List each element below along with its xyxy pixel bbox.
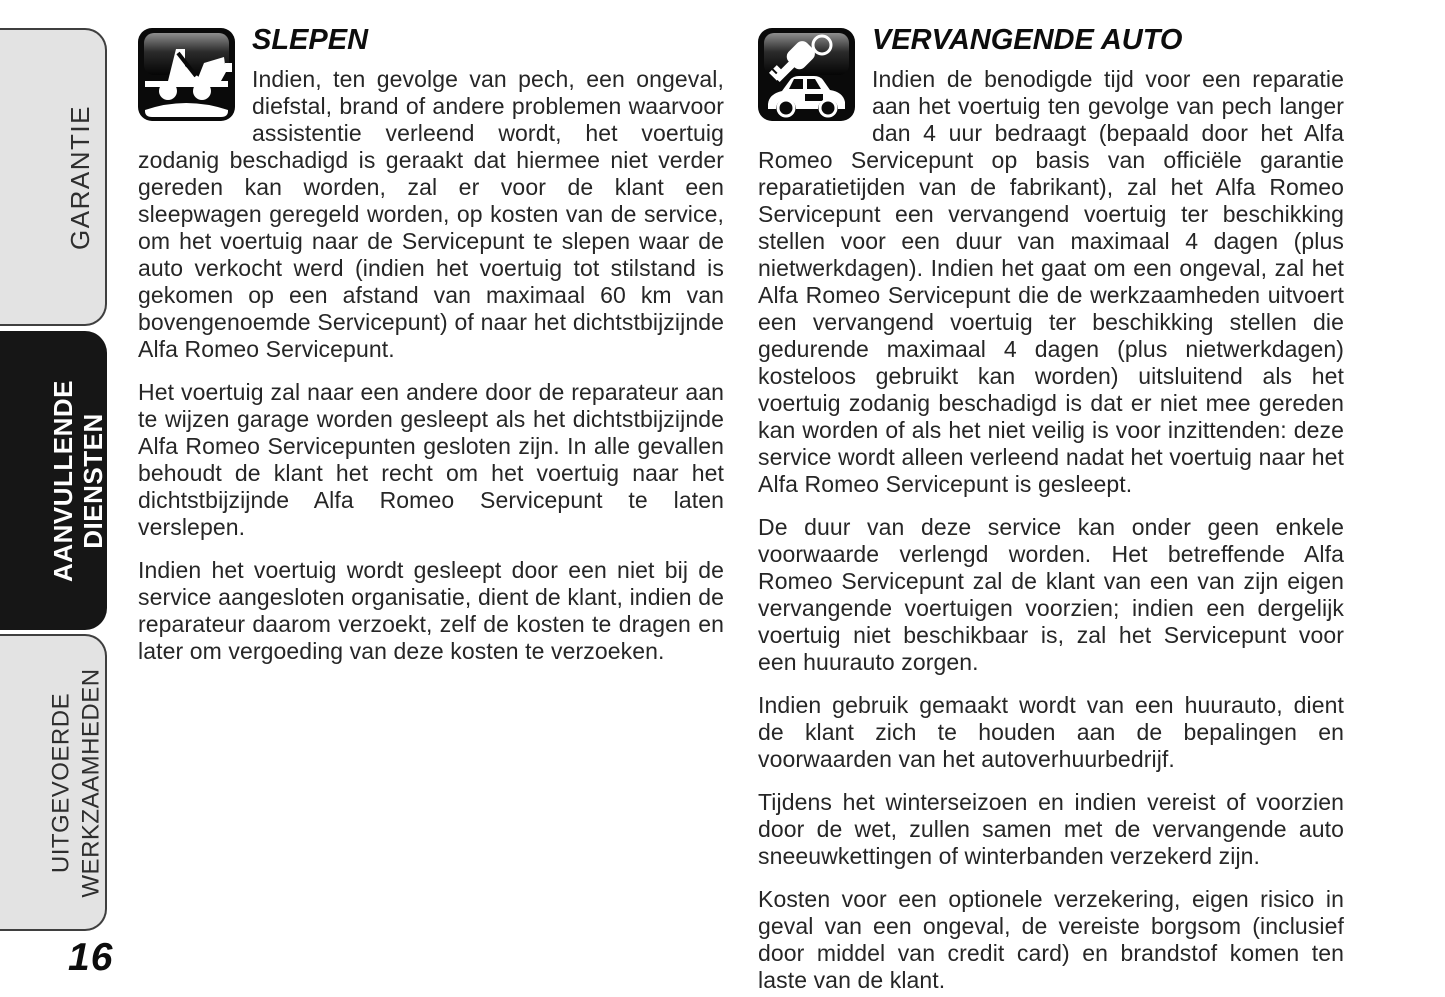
- tab-label-line: UITGEVOERDE: [47, 692, 75, 873]
- tab-uitgevoerde-werkzaamheden-label: [47, 668, 107, 897]
- tow-truck-icon: [138, 28, 235, 121]
- paragraph: Indien de benodigde tijd voor een reparatie aan het voertuig ten gevolge van pech langer dan 4 uur bedraagt (bepaald door het Alfa Romeo Servicepunt op basis van officiële garantie reparatietijden van de fabrikant), zal het Alfa Romeo Servicepunt een vervangend voertuig ter beschikking stellen voor een duur van maximaal 4 dagen (plus nietwerkdagen). Indien het gaat om een ongeval, zal het Alfa Romeo Servicepunt die de werkzaamheden uitvoert een vervangend voertuig ter beschikking stellen die gedurende maximaal 4 dagen (plus nietwerkdagen) kosteloos gebruikt kan worden) uitsluitend als het voertuig zodanig beschadigd is dat er niet mee gereden kan worden of als het niet veilig is voor inzittenden: deze service wordt alleen verleend nadat het voertuig naar het Alfa Romeo Servicepunt is gesleept.: [758, 66, 1344, 498]
- paragraph: Indien, ten gevolge van pech, een ongeval, diefstal, brand of andere problemen waarvoor assistentie verleend wordt, het voertuig zodanig beschadigd is geraakt dat hiermee niet verder gereden kan worden, zal er voor de klant een sleepwagen geregeld worden, op kosten van de service, om het voertuig naar de Servicepunt te slepen waar de auto verkocht werd (indien het voertuig tot stilstand is gekomen op een afstand van maximaal 60 km van bovengenoemde Servicepunt) of naar het dichtstbijzijnde Alfa Romeo Servicepunt.: [138, 66, 724, 363]
- tab-label-line: WERKZAAMHEDEN: [77, 667, 105, 898]
- section-vervangende-auto: [758, 25, 1344, 997]
- section-title: SLEPEN: [252, 24, 369, 56]
- paragraph: Het voertuig zal naar een andere door de reparateur aan te wijzen garage worden gesleept als het dichtstbijzijnde Alfa Romeo Servicepunten gesloten zijn. In alle gevallen behoudt de klant het recht om het voertuig naar het dichtstbijzijnde Alfa Romeo Servicepunt te laten verslepen.: [138, 379, 724, 541]
- tab-label-line: DIENSTEN: [77, 412, 108, 549]
- tab-garantie[interactable]: [0, 28, 107, 326]
- paragraph: Tijdens het winterseizoen en indien vereist of voorzien door de wet, zullen samen met de vervangende auto sneeuwkettingen of winterbanden verzekerd zijn.: [758, 789, 1344, 870]
- paragraph: De duur van deze service kan onder geen enkele voorwaarde verlengd worden. Het betreffende Alfa Romeo Servicepunt zal de klant van een van zijn eigen vervangende voertuigen voorzien; indien een dergelijk voertuig niet beschikbaar is, zal het Servicepunt voor een huurauto zorgen.: [758, 514, 1344, 676]
- tab-aanvullende-diensten[interactable]: [0, 331, 107, 630]
- section-slepen: [138, 25, 724, 681]
- tab-uitgevoerde-werkzaamheden[interactable]: [0, 634, 107, 931]
- paragraph: Indien het voertuig wordt gesleept door een niet bij de service aangesloten organisatie, dient de klant, indien de reparateur daarom verzoekt, zelf de kosten te dragen en later om vergoeding van deze kosten te verzoeken.: [138, 557, 724, 665]
- page-number: 16: [68, 936, 114, 979]
- tab-garantie-label: [65, 105, 96, 250]
- paragraph: Kosten voor een optionele verzekering, eigen risico in geval van een ongeval, de vereiste borgsom (inclusief door middel van credit card) en brandstof komen ten laste van de klant.: [758, 886, 1344, 994]
- tab-label-line: GARANTIE: [65, 104, 96, 250]
- tab-aanvullende-diensten-label: [48, 380, 108, 582]
- section-title: VERVANGENDE AUTO: [872, 24, 1183, 56]
- paragraph: Indien gebruik gemaakt wordt van een huurauto, dient de klant zich te houden aan de bepalingen en voorwaarden van het autoverhuurbedrijf.: [758, 692, 1344, 773]
- car-key-icon: [758, 28, 855, 121]
- tab-label-line: AANVULLENDE: [47, 379, 78, 582]
